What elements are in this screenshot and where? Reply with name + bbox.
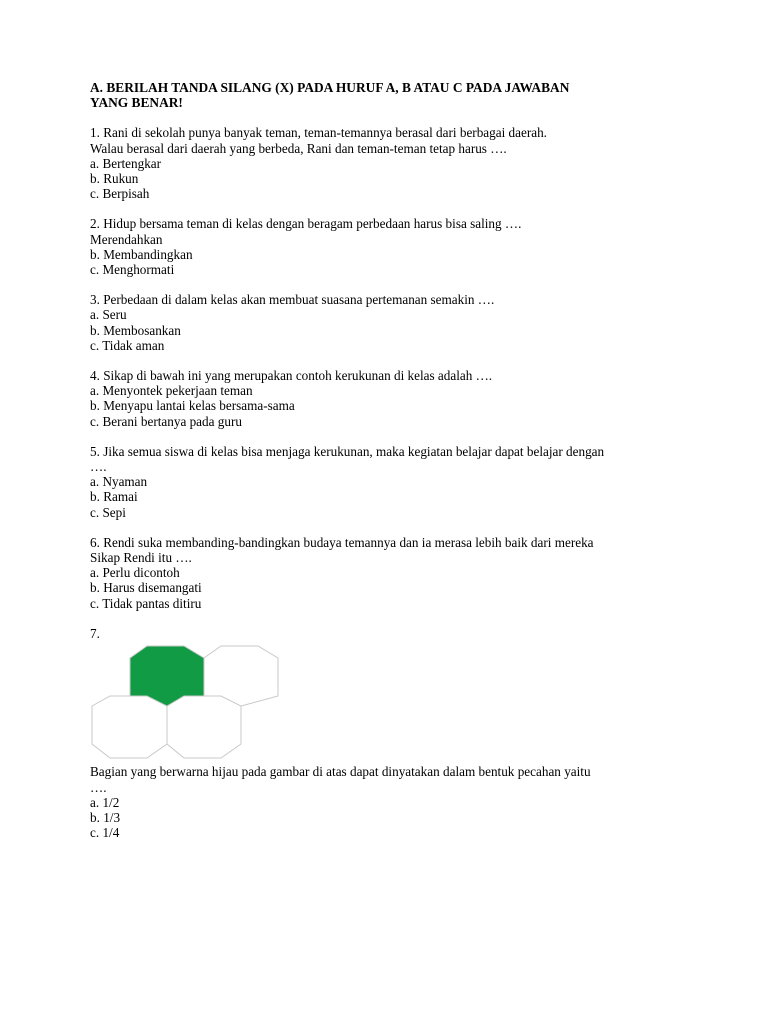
option-a[interactable]: a. Menyontek pekerjaan teman bbox=[90, 383, 253, 399]
option-a[interactable]: Merendahkan bbox=[90, 231, 163, 247]
option-c[interactable]: c. Tidak aman bbox=[90, 337, 165, 353]
hexagon-figure bbox=[90, 643, 280, 761]
question-text: 6. Rendi suka membanding-bandingkan budaya temannya dan ia merasa lebih baik dari mereka bbox=[90, 534, 594, 550]
option-a[interactable]: a. Nyaman bbox=[90, 474, 148, 490]
question-6 bbox=[90, 535, 690, 611]
question-2 bbox=[90, 216, 690, 277]
question-text: 4. Sikap di bawah ini yang merupakan contoh kerukunan di kelas adalah …. bbox=[90, 368, 493, 384]
option-c[interactable]: c. Berani bertanya pada guru bbox=[90, 413, 242, 429]
hexagon-unshaded bbox=[167, 696, 241, 758]
option-a[interactable]: a. Seru bbox=[90, 307, 127, 323]
option-a[interactable]: a. 1/2 bbox=[90, 794, 120, 810]
question-7 bbox=[90, 626, 690, 840]
option-c[interactable]: c. Berpisah bbox=[90, 186, 150, 202]
option-b[interactable]: b. Rukun bbox=[90, 171, 139, 187]
heading-line: A. BERILAH TANDA SILANG (X) PADA HURUF A, B ATAU C PADA JAWABAN bbox=[90, 80, 570, 95]
question-3 bbox=[90, 292, 690, 353]
worksheet-content bbox=[90, 80, 690, 840]
hexagon-unshaded bbox=[92, 696, 167, 758]
question-text: 1. Rani di sekolah punya banyak teman, teman-temannya berasal dari berbagai daerah. bbox=[90, 125, 547, 141]
question-text: Walau berasal dari daerah yang berbeda, Rani dan teman-teman tetap harus …. bbox=[90, 140, 507, 156]
option-b[interactable]: b. Harus disemangati bbox=[90, 580, 202, 596]
question-text: Bagian yang berwarna hijau pada gambar di atas dapat dinyatakan dalam bentuk pecahan yaitu bbox=[90, 764, 591, 780]
question-1 bbox=[90, 125, 690, 201]
option-b[interactable]: b. Membosankan bbox=[90, 322, 181, 338]
option-c[interactable]: c. Menghormati bbox=[90, 262, 175, 278]
option-b[interactable]: b. 1/3 bbox=[90, 809, 121, 825]
option-b[interactable]: b. Menyapu lantai kelas bersama-sama bbox=[90, 398, 295, 414]
option-b[interactable]: b. Ramai bbox=[90, 489, 138, 505]
question-number: 7. bbox=[90, 625, 100, 641]
question-text: …. bbox=[90, 779, 107, 795]
option-c[interactable]: c. Sepi bbox=[90, 504, 126, 520]
option-b[interactable]: b. Membandingkan bbox=[90, 246, 193, 262]
heading-line: YANG BENAR! bbox=[90, 95, 183, 111]
question-5 bbox=[90, 444, 690, 520]
option-c[interactable]: c. 1/4 bbox=[90, 825, 120, 841]
question-text: …. bbox=[90, 459, 107, 475]
option-a[interactable]: a. Perlu dicontoh bbox=[90, 565, 180, 581]
question-4 bbox=[90, 368, 690, 429]
option-c[interactable]: c. Tidak pantas ditiru bbox=[90, 595, 202, 611]
section-heading bbox=[90, 80, 690, 110]
option-a[interactable]: a. Bertengkar bbox=[90, 155, 162, 171]
question-text: 2. Hidup bersama teman di kelas dengan beragam perbedaan harus bisa saling …. bbox=[90, 216, 522, 232]
question-text: 5. Jika semua siswa di kelas bisa menjaga kerukunan, maka kegiatan belajar dapat belajar dengan bbox=[90, 443, 605, 459]
question-text: Sikap Rendi itu …. bbox=[90, 550, 192, 566]
question-text: 3. Perbedaan di dalam kelas akan membuat suasana pertemanan semakin …. bbox=[90, 292, 495, 308]
